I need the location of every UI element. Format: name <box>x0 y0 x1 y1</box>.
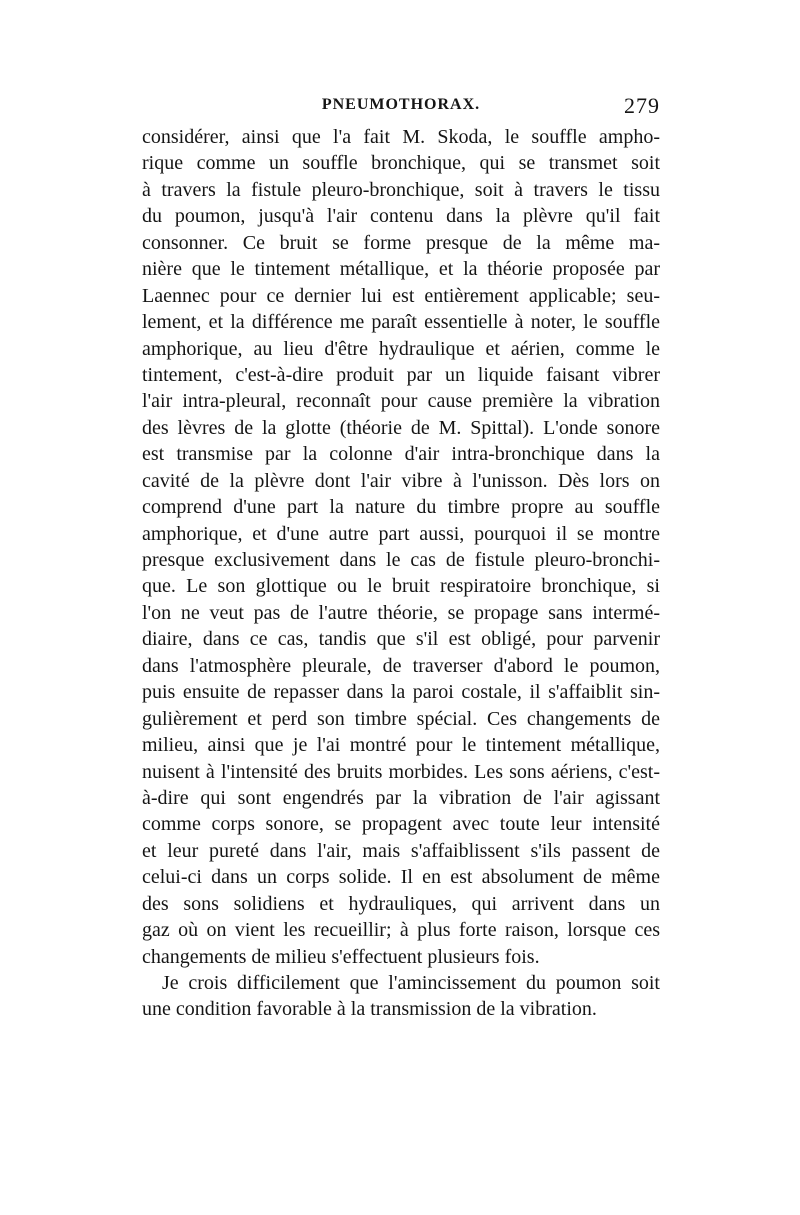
text-line: consonner. Ce bruit se forme presque de la même ma- <box>142 231 660 254</box>
text-line: tintement, c'est-à-dire produit par un liquide faisant vibrer <box>142 363 660 386</box>
page-header <box>142 93 660 122</box>
paragraph <box>142 970 660 1023</box>
text-line: presque exclusivement dans le cas de fistule pleuro-bronchi- <box>142 549 660 571</box>
body-text <box>142 124 660 1023</box>
text-line: celui-ci dans un corps solide. Il en est absolument de même <box>142 866 660 889</box>
text-line: nière que le tintement métallique, et la théorie proposée par <box>142 258 660 281</box>
running-head: PNEUMOTHORAX. <box>321 96 481 113</box>
text-line: changements de milieu s'effectuent plusieurs fois. <box>142 945 540 968</box>
text-line: rique comme un souffle bronchique, qui se transmet soit <box>142 152 660 175</box>
text-line: milieu, ainsi que je l'ai montré pour le tintement métallique, <box>142 734 660 757</box>
text-line: que. Le son glottique ou le bruit respiratoire bronchique, si <box>142 575 660 598</box>
text-line: à-dire qui sont engendrés par la vibration de l'air agissant <box>142 786 660 809</box>
text-line: gulièrement et perd son timbre spécial. Ces changements de <box>142 707 660 730</box>
text-line: Je crois difficilement que l'amincissement du poumon soit <box>162 972 660 994</box>
text-line: et leur pureté dans l'air, mais s'affaiblissent s'ils passent de <box>142 839 660 862</box>
text-line: amphorique, au lieu d'être hydraulique et aérien, comme le <box>142 337 660 360</box>
text-line: considérer, ainsi que l'a fait M. Skoda, le souffle ampho- <box>142 126 660 148</box>
text-line: à travers la fistule pleuro-bronchique, soit à travers le tissu <box>142 178 660 201</box>
text-line: du poumon, jusqu'à l'air contenu dans la plèvre qu'il fait <box>142 205 660 228</box>
text-line: comprend d'une part la nature du timbre propre au souffle <box>142 496 660 519</box>
text-line: amphorique, et d'une autre part aussi, pourquoi il se montre <box>142 522 660 545</box>
text-line: l'on ne veut pas de l'autre théorie, se propage sans intermé- <box>142 601 660 624</box>
text-line: l'air intra-pleural, reconnaît pour cause première la vibration <box>142 390 660 413</box>
text-line: cavité de la plèvre dont l'air vibre à l'unisson. Dès lors on <box>142 469 660 492</box>
text-line: diaire, dans ce cas, tandis que s'il est obligé, pour parvenir <box>142 628 660 651</box>
text-line: puis ensuite de repasser dans la paroi costale, il s'affaiblit sin- <box>142 681 660 704</box>
text-line: nuisent à l'intensité des bruits morbides. Les sons aériens, c'est- <box>142 760 660 783</box>
text-line: des sons solidiens et hydrauliques, qui arrivent dans un <box>142 892 660 915</box>
page-number: 279 <box>624 93 660 118</box>
text-line: des lèvres de la glotte (théorie de M. Spittal). L'onde sonore <box>142 416 660 439</box>
text-line: dans l'atmosphère pleurale, de traverser d'abord le poumon, <box>142 654 660 677</box>
text-line: Laennec pour ce dernier lui est entièrement applicable; seu- <box>142 284 660 307</box>
paragraph <box>142 124 660 970</box>
text-line: gaz où on vient les recueillir; à plus forte raison, lorsque ces <box>142 919 660 942</box>
text-line: une condition favorable à la transmission de la vibration. <box>142 998 597 1021</box>
text-line: comme corps sonore, se propagent avec toute leur intensité <box>142 813 660 836</box>
text-line: est transmise par la colonne d'air intra-bronchique dans la <box>142 443 660 466</box>
text-line: lement, et la différence me paraît essentielle à noter, le souffle <box>142 311 660 334</box>
